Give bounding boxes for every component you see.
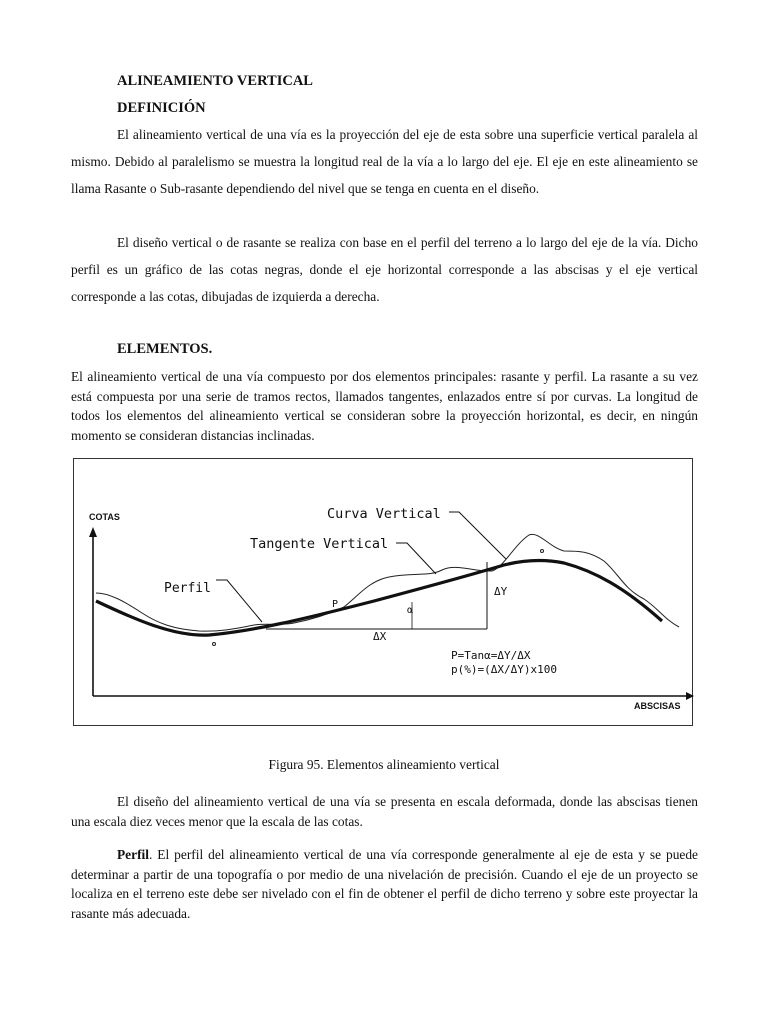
definition-paragraph-1: El alineamiento vertical de una vía es la proyección del eje de esta sobre una superficie vertical paralela al mismo. Debido al paralelismo se muestra la longitud real de la vía a lo largo del eje. El eje en este alineamiento se llama Rasante o Sub-rasante dependiendo del nivel que se tenga en cuenta en el diseño. [71, 127, 698, 196]
formula-slope: P=Tanα=ΔY/ΔX [451, 649, 531, 662]
delta-x-label: ΔX [373, 630, 387, 643]
curve-vertical-label: Curva Vertical [327, 506, 441, 522]
y-axis-label: COTAS [89, 512, 120, 522]
elements-heading: ELEMENTOS. [117, 341, 213, 357]
curve-leader-line [449, 512, 506, 559]
figure-caption: Figura 95. Elementos alineamiento vertical [268, 757, 500, 772]
tangent-vertical-label: Tangente Vertical [250, 536, 389, 552]
y-axis-arrow-icon [89, 527, 97, 537]
slope-symbol: P [332, 599, 339, 610]
document-title: ALINEAMIENTO VERTICAL [117, 73, 313, 89]
definition-paragraph-2: El diseño vertical o de rasante se realiza con base en el perfil del terreno a lo largo del eje de la vía. Dicho perfil es un gráfico de las cotas negras, donde el eje horizontal corresponde a las abscisas y el eje vertical corresponde a las cotas, dibujadas de izquierda a derecha. [71, 235, 698, 304]
profile-marker-icon [213, 643, 216, 646]
profile-marker-icon [541, 550, 544, 553]
alpha-symbol: α [407, 605, 414, 616]
figure-diagram [74, 459, 694, 727]
x-axis-arrow-icon [686, 692, 694, 700]
formula-percent: p(%)=(ΔX/ΔY)x100 [451, 663, 557, 676]
elements-paragraph: El alineamiento vertical de una vía compuesto por dos elementos principales: rasante y perfil. La rasante a su vez está compuesta por una serie de tramos rectos, llamados tangentes, enlazados entre sí por curvas. La longitud de todos los elementos del alineamiento vertical se consideran sobre la proyección horizontal, es decir, en ningún momento se consideran distancias inclinadas. [71, 369, 698, 443]
x-axis-label: ABSCISAS [634, 701, 681, 711]
perfil-term: Perfil [117, 847, 149, 862]
perfil-paragraph [71, 845, 698, 923]
perfil-definition: . El perfil del alineamiento vertical de una vía corresponde generalmente al eje de esta y se puede determinar a partir de una topografía o por medio de una nivelación de precisión. Cuando el eje de un proyecto se localiza en el terreno este debe ser nivelado con el fin de obtener el perfil de dicho terreno y sobre este proyectar la rasante más adecuada. [71, 847, 698, 921]
scale-paragraph: El diseño del alineamiento vertical de una vía se presenta en escala deformada, donde las abscisas tienen una escala diez veces menor que la escala de las cotas. [71, 794, 698, 829]
profile-leader-line [216, 580, 262, 622]
grade-line [96, 561, 662, 636]
delta-y-label: ΔY [494, 585, 508, 598]
definition-heading: DEFINICIÓN [117, 100, 206, 116]
tangent-leader-line [396, 543, 436, 574]
profile-label: Perfil [164, 581, 211, 596]
figure-vertical-alignment [73, 458, 693, 726]
